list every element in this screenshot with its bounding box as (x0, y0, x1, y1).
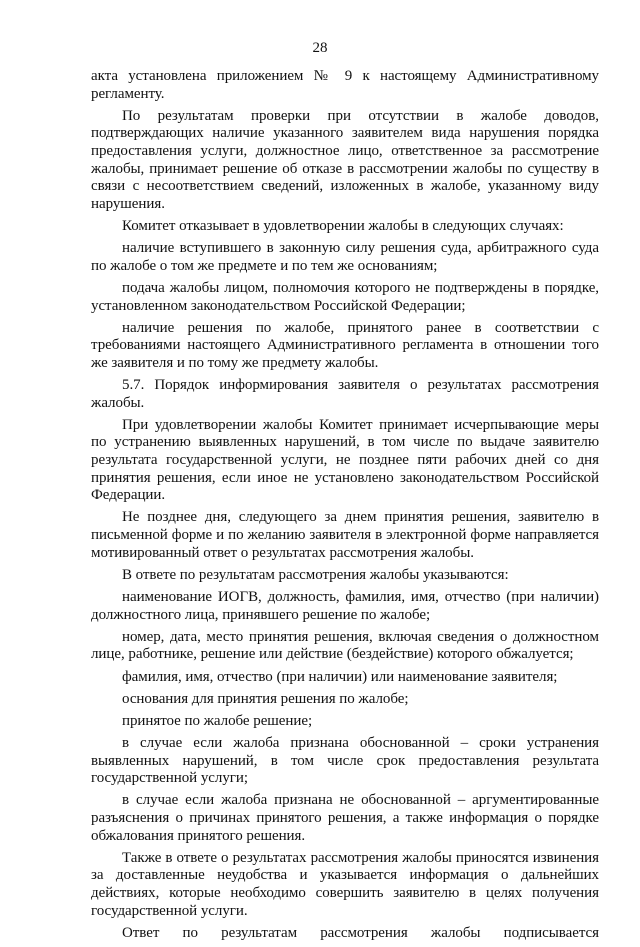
paragraph-verification-results: По результатам проверки при отсутствии в жалобе доводов, подтверждающих наличие указанного заявителем вида нарушения порядка предоставления услуги, должностное лицо, ответственное за рассмотрение жалобы, принимает решение об отказе в рассмотрении жалобы по существу в связи с несоответствием сведений, изложенных в жалобе, указанному виду нарушения. (91, 107, 599, 212)
list-item-unconfirmed-authority: подача жалобы лицом, полномочия которого не подтверждены в порядке, установленном законодательством Российской Федерации; (91, 279, 599, 314)
section-heading-5-7: 5.7. Порядок информирования заявителя о результатах рассмотрения жалобы. (91, 377, 599, 411)
paragraph-refusal-intro: Комитет отказывает в удовлетворении жалобы в следующих случаях: (122, 217, 564, 234)
paragraph-satisfaction-measures: При удовлетворении жалобы Комитет принимает исчерпывающие меры по устранению выявленных нарушений, в том числе по выдаче заявителю результата государственной услуги, не позднее пяти рабочих дней со дня принятия решения, если иное не установлено законодательством Российской Федерации. (91, 416, 599, 504)
paragraph-apology: Также в ответе о результатах рассмотрения жалобы приносятся извинения за доставленные неудобства и указывается информация о дальнейших действиях, которые необходимо совершить заявителю в целях получения государственной услуги. (91, 849, 599, 919)
list-item-prior-decision: наличие решения по жалобе, принятого ранее в соответствии с требованиями настоящего Административного регламента в отношении того же заявителя и по тому же предмету жалобы. (91, 319, 599, 371)
list-item-justified-complaint: в случае если жалоба признана обоснованной – сроки устранения выявленных нарушений, в том числе срок предоставления результата государственной услуги; (91, 735, 599, 787)
list-item-court-decision: наличие вступившего в законную силу решения суда, арбитражного суда по жалобе о том же предмете и по тем же основаниям; (91, 240, 599, 274)
list-item-official-name: наименование ИОГВ, должность, фамилия, имя, отчество (при наличии) должностного лица, принявшего решение по жалобе; (91, 588, 599, 623)
paragraph-reasoned-response: Не позднее дня, следующего за днем принятия решения, заявителю в письменной форме и по желанию заявителя в электронной форме направляется мотивированный ответ о результатах рассмотрения жалобы. (91, 509, 599, 561)
paragraph-act-appendix: акта установлена приложением № 9 к настоящему Административному регламенту. (91, 68, 599, 102)
paragraph-response-signed: Ответ по результатам рассмотрения жалобы подписывается (122, 924, 599, 941)
list-item-decision-grounds: основания для принятия решения по жалобе; (122, 690, 409, 707)
page-number: 28 (312, 40, 328, 56)
list-item-applicant-name: фамилия, имя, отчество (при наличии) или наименование заявителя; (122, 668, 558, 685)
page-body (91, 68, 599, 947)
list-item-decision-taken: принятое по жалобе решение; (122, 712, 313, 729)
paragraph-response-contents-intro: В ответе по результатам рассмотрения жалобы указываются: (122, 566, 509, 583)
list-item-unjustified-complaint: в случае если жалоба признана не обоснованной – аргументированные разъяснения о причинах принятого решения, а также информация о порядке обжалования принятого решения. (91, 792, 599, 844)
list-item-decision-details: номер, дата, место принятия решения, включая сведения о должностном лице, работнике, решение или действие (бездействие) которого обжалуется; (91, 628, 599, 663)
